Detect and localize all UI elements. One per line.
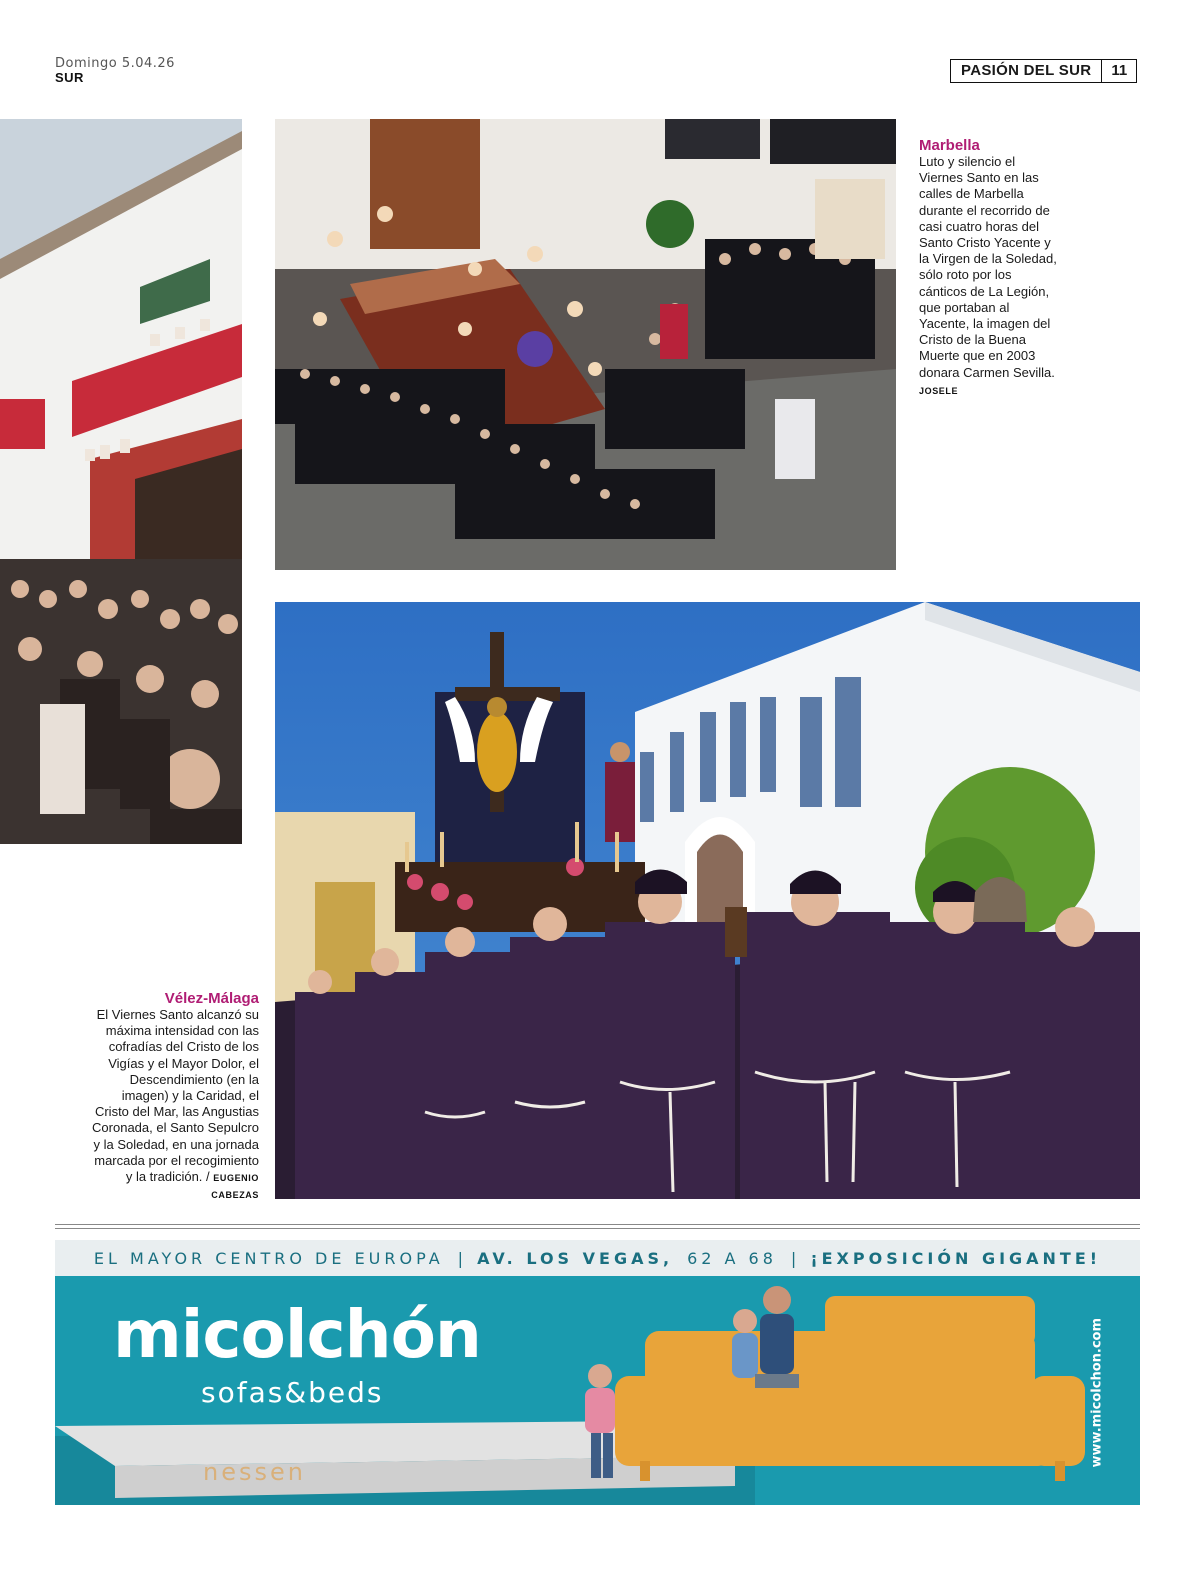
photo-credit-velez: EUGENIO CABEZAS <box>211 1173 259 1201</box>
caption-velez-text: El Viernes Santo alcanzó su máxima intensidad con las cofradías del Cristo de los Vigías y el Mayor Dolor, el Descendimiento (en la imagen) y la Caridad, el Cristo del Mar, las Angustias Coronada, el Santo Sepulcro y la Soledad, en una jornada marcada por el recogimiento y la tradición. / EUGENIO CABEZAS <box>92 1007 259 1201</box>
ad-website-url[interactable]: www.micolchon.com <box>1089 1317 1105 1468</box>
photo-credit-marbella: JOSELE <box>919 385 959 396</box>
issue-date: Domingo 5.04.26 <box>55 56 175 71</box>
caption-marbella <box>919 137 1061 396</box>
photo-velez-malaga-procession <box>275 602 1140 1199</box>
caption-marbella-text: Luto y silencio el Viernes Santo en las calles de Marbella durante el recorrido de casi cuatro horas del Santo Cristo Yacente y la Virgen de la Soledad, sólo roto por los cánticos de La Legión, que portaban al Yacente, la imagen del Cristo de la Buena Muerte que en 2003 donara Carmen Sevilla. <box>919 154 1057 380</box>
ad-divider-line-secondary <box>55 1228 1140 1229</box>
ad-separator: | <box>457 1248 464 1268</box>
section-name: PASIÓN DEL SUR <box>961 62 1092 79</box>
caption-velez-title: Vélez-Málaga <box>164 990 259 1007</box>
ad-separator-2: | <box>790 1248 797 1268</box>
ad-address: AV. LOS VEGAS, <box>477 1248 674 1268</box>
photo-crowd-balcony <box>0 119 242 844</box>
caption-velez-malaga <box>86 990 259 1203</box>
section-header <box>950 59 1137 83</box>
advertisement-micolchon[interactable] <box>55 1240 1140 1505</box>
newspaper-brand: SUR <box>55 70 84 85</box>
caption-marbella-title: Marbella <box>919 137 980 154</box>
ad-divider-line <box>55 1224 1140 1225</box>
ad-logo-micolchon: micolchón <box>113 1296 481 1373</box>
ad-exhibition: ¡EXPOSICIÓN GIGANTE! <box>810 1248 1102 1268</box>
ad-address-number: 62 A 68 <box>687 1248 777 1268</box>
page-number: 11 <box>1101 60 1136 82</box>
ad-top-strip <box>55 1240 1140 1276</box>
ad-slogan: EL MAYOR CENTRO DE EUROPA <box>93 1248 444 1268</box>
ad-tagline: sofas&beds <box>201 1376 384 1409</box>
photo-marbella-procession <box>275 119 896 570</box>
ad-mattress-brand: nessen <box>203 1458 306 1486</box>
